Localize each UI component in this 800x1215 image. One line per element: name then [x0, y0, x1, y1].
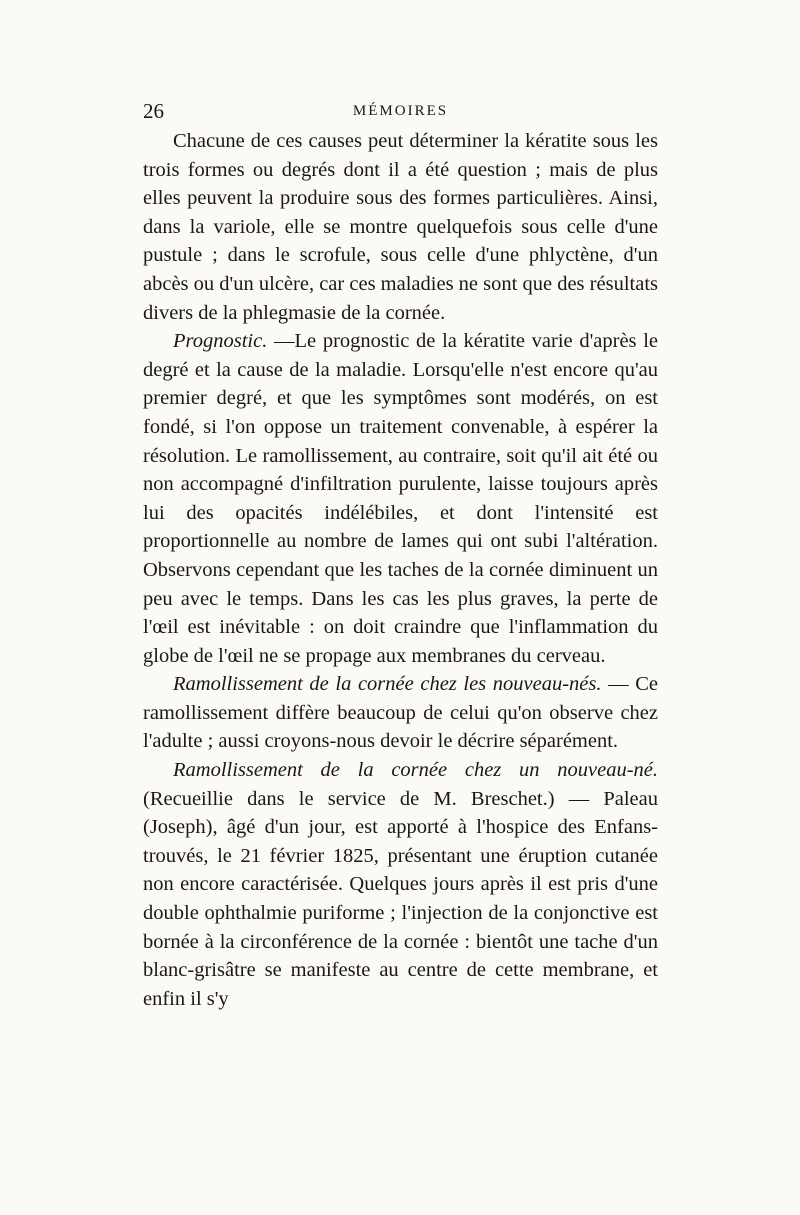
paragraph-text: — Ce ramollissement diffère beaucoup de celui qu'on observe chez l'adulte ; aussi croyons-nous devoir le décrire séparément.: [143, 673, 658, 753]
page-header: [143, 98, 658, 124]
section-heading-prognostic: Prognostic.: [173, 330, 268, 353]
paragraph-text: —Le prognostic de la kératite varie d'après le degré et la cause de la maladie. Lorsqu'elle n'est encore qu'au premier degré, et que les symptômes sont modérés, on est fondé, si l'on oppose un traitement convenable, à espérer la résolution. Le ramollissement, au contraire, soit qu'il ait été ou non accompagné d'infiltration purulente, laisse toujours après lui des opacités indélébiles, et dont l'intensité est proportionnelle au nombre de lames qui ont subi l'altération. Observons cependant que les taches de la cornée diminuent un peu avec le temps. Dans les cas les plus graves, la perte de l'œil est inévitable : on doit craindre que l'inflammation du globe de l'œil ne se propage aux membranes du cerveau.: [143, 330, 658, 667]
section-heading-case: Ramollissement de la cornée chez un nouveau-né.: [173, 759, 658, 782]
paragraph-text: (Recueillie dans le service de M. Breschet.) — Paleau (Joseph), âgé d'un jour, est apporté à l'hospice des Enfans-trouvés, le 21 février 1825, présentant une éruption cutanée non encore caractérisée. Quelques jours après il est pris d'une double ophthalmie puriforme ; l'injection de la conjonctive est bornée à la circonférence de la cornée : bientôt une tache d'un blanc-grisâtre se manifeste au centre de cette membrane, et enfin il s'y: [143, 787, 658, 1010]
paragraph-prognostic: [143, 327, 658, 670]
paragraph-text: Chacune de ces causes peut déterminer la kératite sous les trois formes ou degrés dont il a été question ; mais de plus elles peuvent la produire sous des formes particulières. Ainsi, dans la variole, elle se montre quelquefois sous celle d'une pustule ; dans le scrofule, sous celle d'une phlyctène, d'un abcès ou d'un ulcère, car ces maladies ne sont que des résultats divers de la phlegmasie de la cornée.: [143, 130, 658, 324]
section-heading-nouveau-nes: Ramollissement de la cornée chez les nouveau-nés.: [173, 673, 602, 696]
paragraph-case-report: [143, 756, 658, 1013]
paragraph-causes: [143, 127, 658, 327]
running-title: MÉMOIRES: [352, 103, 449, 119]
body-text: [143, 127, 658, 1013]
paragraph-nouveau-nes: [143, 670, 658, 756]
page-number: 26: [143, 99, 164, 123]
